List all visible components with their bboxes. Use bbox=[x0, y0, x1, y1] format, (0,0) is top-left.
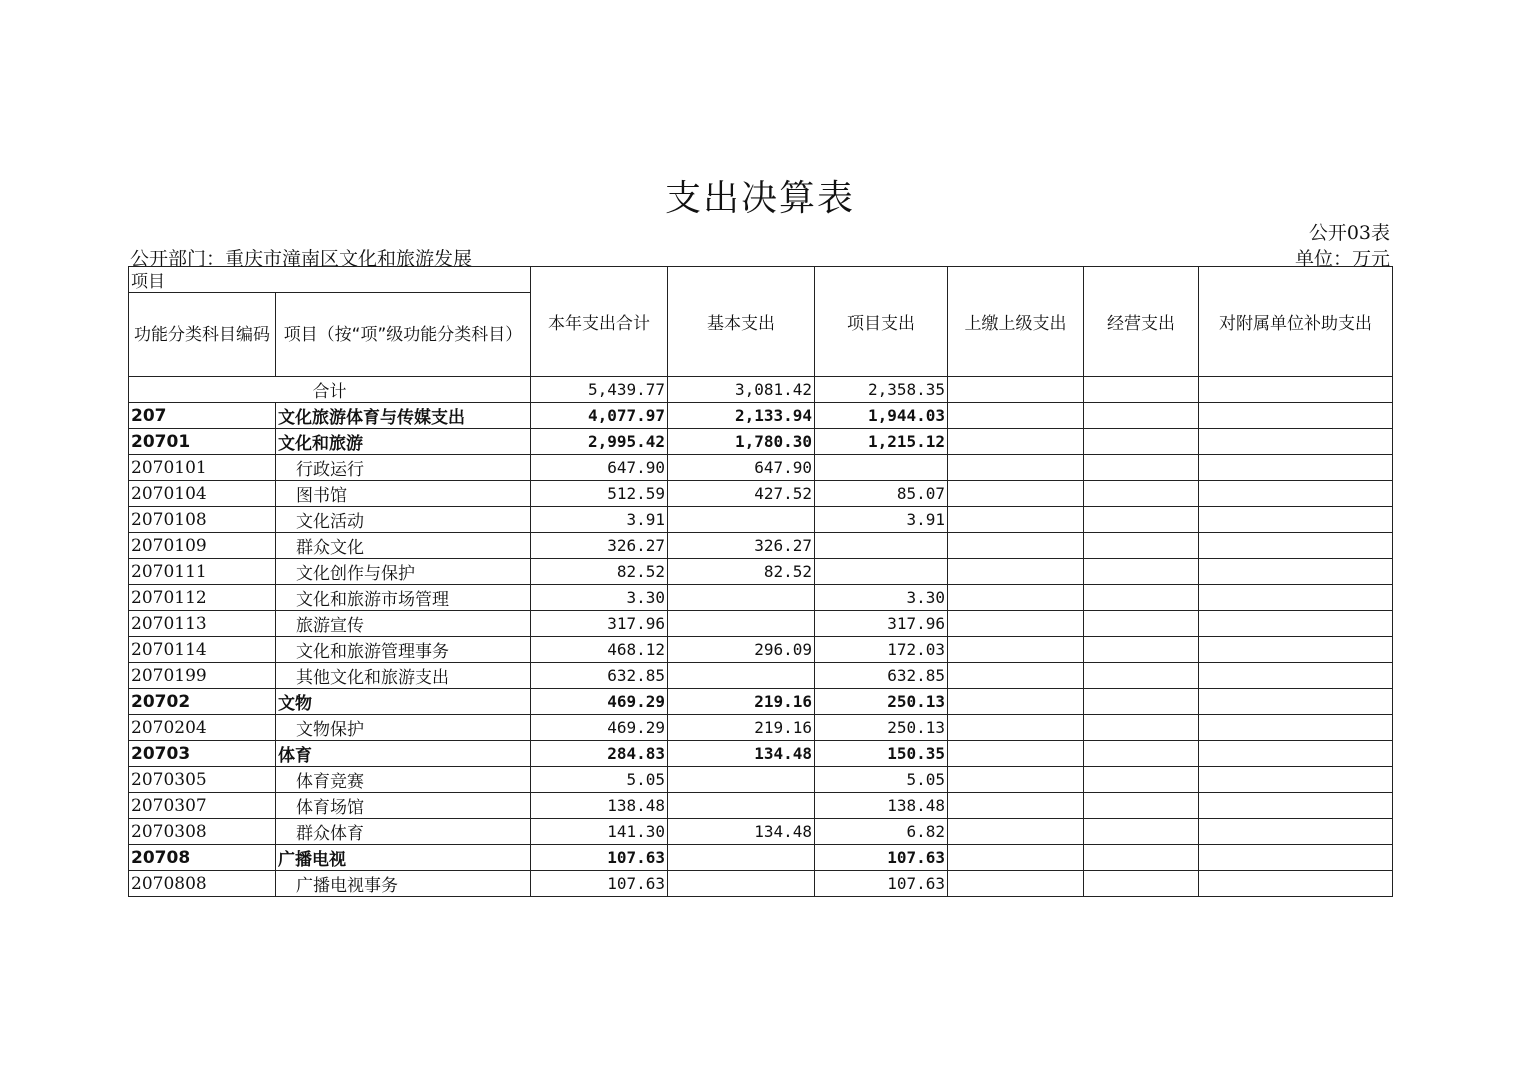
business-cell bbox=[1084, 429, 1199, 455]
item-name-cell: 群众体育 bbox=[276, 819, 531, 845]
header-upper: 上缴上级支出 bbox=[948, 267, 1084, 377]
table-row bbox=[129, 481, 1393, 507]
item-name-cell: 体育 bbox=[276, 741, 531, 767]
item-name-cell: 文化创作与保护 bbox=[276, 559, 531, 585]
business-cell bbox=[1084, 611, 1199, 637]
project-cell bbox=[815, 455, 948, 481]
project-cell: 5.05 bbox=[815, 767, 948, 793]
item-name-cell: 文化和旅游管理事务 bbox=[276, 637, 531, 663]
item-name-cell: 群众文化 bbox=[276, 533, 531, 559]
code-cell: 2070305 bbox=[129, 767, 276, 793]
total-cell: 3.30 bbox=[531, 585, 668, 611]
business-cell bbox=[1084, 481, 1199, 507]
upper-cell bbox=[948, 793, 1084, 819]
code-cell: 20703 bbox=[129, 741, 276, 767]
project-cell: 107.63 bbox=[815, 845, 948, 871]
subsidy-cell bbox=[1199, 429, 1393, 455]
subsidy-cell bbox=[1199, 767, 1393, 793]
code-cell: 20702 bbox=[129, 689, 276, 715]
total-cell: 469.29 bbox=[531, 715, 668, 741]
basic-cell: 219.16 bbox=[668, 689, 815, 715]
subsidy-cell bbox=[1199, 871, 1393, 897]
header-basic: 基本支出 bbox=[668, 267, 815, 377]
business-cell bbox=[1084, 715, 1199, 741]
code-cell: 2070307 bbox=[129, 793, 276, 819]
code-cell: 2070108 bbox=[129, 507, 276, 533]
upper-cell bbox=[948, 663, 1084, 689]
basic-cell: 2,133.94 bbox=[668, 403, 815, 429]
basic-cell bbox=[668, 845, 815, 871]
basic-cell: 647.90 bbox=[668, 455, 815, 481]
business-cell bbox=[1084, 403, 1199, 429]
total-cell: 107.63 bbox=[531, 871, 668, 897]
project-cell: 317.96 bbox=[815, 611, 948, 637]
code-cell: 2070308 bbox=[129, 819, 276, 845]
code-cell: 2070111 bbox=[129, 559, 276, 585]
table-row bbox=[129, 741, 1393, 767]
basic-cell: 326.27 bbox=[668, 533, 815, 559]
total-cell: 317.96 bbox=[531, 611, 668, 637]
table-row bbox=[129, 533, 1393, 559]
code-cell: 2070204 bbox=[129, 715, 276, 741]
unit-label: 单位：万元 bbox=[1294, 248, 1390, 270]
total-cell: 468.12 bbox=[531, 637, 668, 663]
header-code: 功能分类科目编码 bbox=[129, 293, 276, 377]
basic-cell: 134.48 bbox=[668, 741, 815, 767]
business-cell bbox=[1084, 741, 1199, 767]
upper-cell bbox=[948, 507, 1084, 533]
table-row bbox=[129, 819, 1393, 845]
upper-cell bbox=[948, 481, 1084, 507]
total-cell: 647.90 bbox=[531, 455, 668, 481]
subsidy-cell bbox=[1199, 741, 1393, 767]
upper-cell bbox=[948, 845, 1084, 871]
total-cell: 284.83 bbox=[531, 741, 668, 767]
header-project: 项目 bbox=[129, 267, 531, 293]
form-number: 公开03表 bbox=[1308, 222, 1390, 244]
table-row bbox=[129, 845, 1393, 871]
item-name-cell: 文化和旅游 bbox=[276, 429, 531, 455]
page-title: 支出决算表 bbox=[664, 178, 855, 219]
basic-cell: 82.52 bbox=[668, 559, 815, 585]
project-cell: 632.85 bbox=[815, 663, 948, 689]
project-cell: 3.91 bbox=[815, 507, 948, 533]
basic-cell bbox=[668, 611, 815, 637]
total-cell: 469.29 bbox=[531, 689, 668, 715]
subsidy-cell bbox=[1199, 403, 1393, 429]
code-cell: 2070109 bbox=[129, 533, 276, 559]
project-cell: 3.30 bbox=[815, 585, 948, 611]
subsidy-cell bbox=[1199, 507, 1393, 533]
project-cell: 2,358.35 bbox=[815, 377, 948, 403]
header-project-exp: 项目支出 bbox=[815, 267, 948, 377]
basic-cell bbox=[668, 793, 815, 819]
total-label: 合计 bbox=[129, 377, 531, 403]
subsidy-cell bbox=[1199, 585, 1393, 611]
upper-cell bbox=[948, 429, 1084, 455]
table-row bbox=[129, 689, 1393, 715]
upper-cell bbox=[948, 559, 1084, 585]
item-name-cell: 行政运行 bbox=[276, 455, 531, 481]
table-row bbox=[129, 663, 1393, 689]
table-row bbox=[129, 637, 1393, 663]
upper-cell bbox=[948, 715, 1084, 741]
business-cell bbox=[1084, 663, 1199, 689]
subsidy-cell bbox=[1199, 611, 1393, 637]
upper-cell bbox=[948, 377, 1084, 403]
subsidy-cell bbox=[1199, 819, 1393, 845]
basic-cell bbox=[668, 663, 815, 689]
business-cell bbox=[1084, 507, 1199, 533]
upper-cell bbox=[948, 403, 1084, 429]
basic-cell bbox=[668, 507, 815, 533]
item-name-cell: 广播电视 bbox=[276, 845, 531, 871]
subsidy-cell bbox=[1199, 845, 1393, 871]
basic-cell: 1,780.30 bbox=[668, 429, 815, 455]
expenditure-table bbox=[128, 266, 1393, 897]
total-cell: 5,439.77 bbox=[531, 377, 668, 403]
basic-cell: 3,081.42 bbox=[668, 377, 815, 403]
business-cell bbox=[1084, 819, 1199, 845]
total-cell: 141.30 bbox=[531, 819, 668, 845]
item-name-cell: 旅游宣传 bbox=[276, 611, 531, 637]
project-cell: 138.48 bbox=[815, 793, 948, 819]
header-business: 经营支出 bbox=[1084, 267, 1199, 377]
total-cell: 82.52 bbox=[531, 559, 668, 585]
basic-cell: 427.52 bbox=[668, 481, 815, 507]
item-name-cell: 文化旅游体育与传媒支出 bbox=[276, 403, 531, 429]
item-name-cell: 体育场馆 bbox=[276, 793, 531, 819]
basic-cell: 134.48 bbox=[668, 819, 815, 845]
upper-cell bbox=[948, 767, 1084, 793]
upper-cell bbox=[948, 533, 1084, 559]
subsidy-cell bbox=[1199, 793, 1393, 819]
project-cell: 250.13 bbox=[815, 715, 948, 741]
table-row bbox=[129, 585, 1393, 611]
upper-cell bbox=[948, 637, 1084, 663]
business-cell bbox=[1084, 455, 1199, 481]
item-name-cell: 体育竞赛 bbox=[276, 767, 531, 793]
item-name-cell: 文化和旅游市场管理 bbox=[276, 585, 531, 611]
table-row bbox=[129, 455, 1393, 481]
total-cell: 3.91 bbox=[531, 507, 668, 533]
total-row bbox=[129, 377, 1393, 403]
table-row bbox=[129, 871, 1393, 897]
code-cell: 2070113 bbox=[129, 611, 276, 637]
table-row bbox=[129, 793, 1393, 819]
business-cell bbox=[1084, 793, 1199, 819]
total-cell: 632.85 bbox=[531, 663, 668, 689]
header-total: 本年支出合计 bbox=[531, 267, 668, 377]
item-name-cell: 其他文化和旅游支出 bbox=[276, 663, 531, 689]
subsidy-cell bbox=[1199, 715, 1393, 741]
upper-cell bbox=[948, 689, 1084, 715]
item-name-cell: 文化活动 bbox=[276, 507, 531, 533]
business-cell bbox=[1084, 559, 1199, 585]
basic-cell bbox=[668, 871, 815, 897]
basic-cell: 296.09 bbox=[668, 637, 815, 663]
code-cell: 2070104 bbox=[129, 481, 276, 507]
table-row bbox=[129, 767, 1393, 793]
subsidy-cell bbox=[1199, 533, 1393, 559]
upper-cell bbox=[948, 871, 1084, 897]
total-cell: 326.27 bbox=[531, 533, 668, 559]
business-cell bbox=[1084, 767, 1199, 793]
business-cell bbox=[1084, 533, 1199, 559]
table-row bbox=[129, 507, 1393, 533]
subsidy-cell bbox=[1199, 481, 1393, 507]
code-cell: 2070114 bbox=[129, 637, 276, 663]
total-cell: 2,995.42 bbox=[531, 429, 668, 455]
project-cell bbox=[815, 533, 948, 559]
total-cell: 512.59 bbox=[531, 481, 668, 507]
subsidy-cell bbox=[1199, 689, 1393, 715]
project-cell: 150.35 bbox=[815, 741, 948, 767]
code-cell: 2070112 bbox=[129, 585, 276, 611]
table-row bbox=[129, 611, 1393, 637]
code-cell: 207 bbox=[129, 403, 276, 429]
business-cell bbox=[1084, 845, 1199, 871]
item-name-cell: 文物保护 bbox=[276, 715, 531, 741]
business-cell bbox=[1084, 637, 1199, 663]
upper-cell bbox=[948, 455, 1084, 481]
department-label: 公开部门：重庆市潼南区文化和旅游发展 bbox=[130, 248, 473, 270]
business-cell bbox=[1084, 871, 1199, 897]
subsidy-cell bbox=[1199, 637, 1393, 663]
table-row bbox=[129, 559, 1393, 585]
project-cell: 172.03 bbox=[815, 637, 948, 663]
business-cell bbox=[1084, 689, 1199, 715]
total-cell: 138.48 bbox=[531, 793, 668, 819]
project-cell: 1,215.12 bbox=[815, 429, 948, 455]
table-row bbox=[129, 715, 1393, 741]
upper-cell bbox=[948, 741, 1084, 767]
subsidy-cell bbox=[1199, 663, 1393, 689]
upper-cell bbox=[948, 585, 1084, 611]
code-cell: 20708 bbox=[129, 845, 276, 871]
basic-cell bbox=[668, 767, 815, 793]
item-name-cell: 文物 bbox=[276, 689, 531, 715]
business-cell bbox=[1084, 585, 1199, 611]
upper-cell bbox=[948, 819, 1084, 845]
project-cell: 1,944.03 bbox=[815, 403, 948, 429]
code-cell: 2070199 bbox=[129, 663, 276, 689]
table-row bbox=[129, 429, 1393, 455]
header-item: 项目（按“项”级功能分类科目） bbox=[276, 293, 531, 377]
project-cell: 107.63 bbox=[815, 871, 948, 897]
subsidy-cell bbox=[1199, 377, 1393, 403]
total-cell: 107.63 bbox=[531, 845, 668, 871]
code-cell: 20701 bbox=[129, 429, 276, 455]
subsidy-cell bbox=[1199, 559, 1393, 585]
total-cell: 4,077.97 bbox=[531, 403, 668, 429]
project-cell: 6.82 bbox=[815, 819, 948, 845]
project-cell bbox=[815, 559, 948, 585]
table-row bbox=[129, 403, 1393, 429]
code-cell: 2070808 bbox=[129, 871, 276, 897]
total-cell: 5.05 bbox=[531, 767, 668, 793]
upper-cell bbox=[948, 611, 1084, 637]
item-name-cell: 广播电视事务 bbox=[276, 871, 531, 897]
item-name-cell: 图书馆 bbox=[276, 481, 531, 507]
basic-cell bbox=[668, 585, 815, 611]
code-cell: 2070101 bbox=[129, 455, 276, 481]
subsidy-cell bbox=[1199, 455, 1393, 481]
basic-cell: 219.16 bbox=[668, 715, 815, 741]
project-cell: 85.07 bbox=[815, 481, 948, 507]
header-subsidy: 对附属单位补助支出 bbox=[1199, 267, 1393, 377]
business-cell bbox=[1084, 377, 1199, 403]
project-cell: 250.13 bbox=[815, 689, 948, 715]
